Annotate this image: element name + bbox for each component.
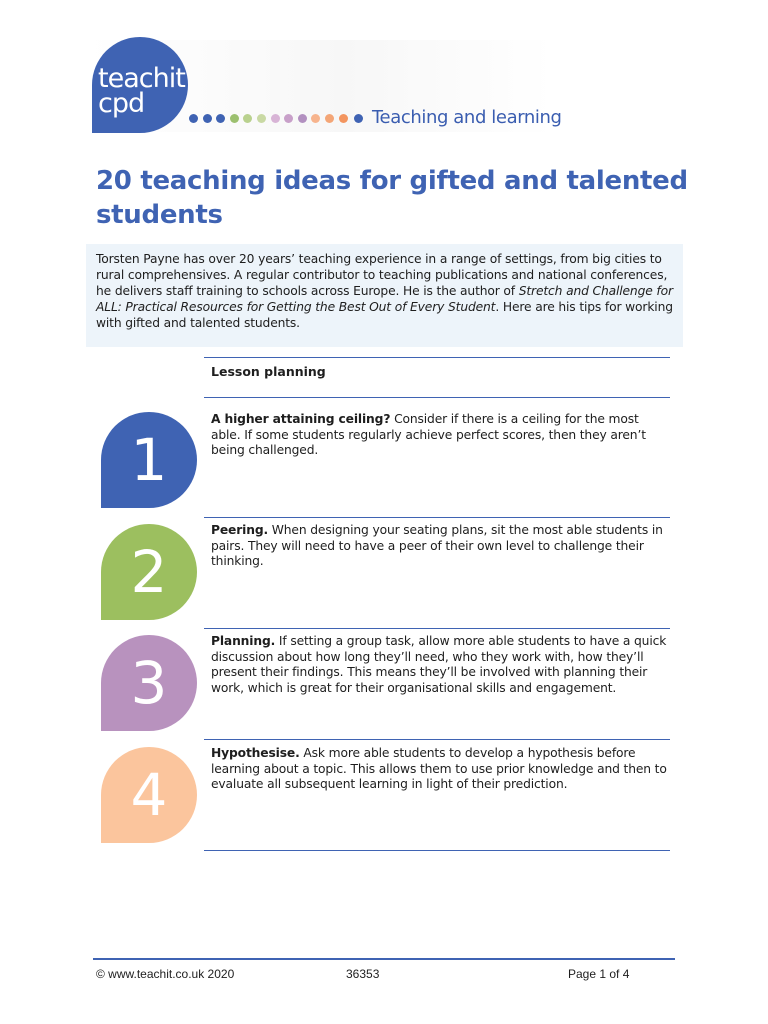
badge-number: 1 (130, 426, 168, 494)
tip-heading: Planning. (211, 634, 276, 648)
intro-text: Torsten Payne has over 20 years’ teaching experience in a range of settings, from big cities to rural comprehensives. A regular contributor to teaching publications and national conferences, he delivers staff training to schools across Europe. He is the author of (96, 252, 668, 298)
dot-icon (339, 114, 348, 123)
dot-icon (298, 114, 307, 123)
number-badge-2 (101, 524, 197, 620)
tip-4 (211, 746, 669, 793)
divider (204, 628, 670, 629)
footer-copyright: © www.teachit.co.uk 2020 (96, 967, 235, 981)
tip-2 (211, 523, 669, 570)
badge-number: 4 (130, 761, 168, 829)
tip-3 (211, 634, 669, 696)
logo-line-2: cpd (98, 88, 145, 119)
tip-text: If setting a group task, allow more able students to have a quick discussion about how long they’ll need, who they work with, how they’ll present their findings. This means they’ll be involved with planning their work, which is great for their organisational skills and engagement. (211, 634, 667, 695)
tip-heading: Hypothesise. (211, 746, 300, 760)
intro-text-end: . Here are his tips for working with gifted and talented students. (96, 300, 673, 330)
tip-text: Ask more able students to develop a hypothesis before learning about a topic. This allows them to use prior knowledge and then to evaluate all subsequent learning in light of their prediction. (211, 746, 667, 792)
dot-icon (230, 114, 239, 123)
badge-number: 3 (130, 649, 168, 717)
number-badge-1 (101, 412, 197, 508)
divider (204, 739, 670, 740)
divider (204, 517, 670, 518)
tagline: Teaching and learning (372, 107, 562, 128)
dot-icon (271, 114, 280, 123)
footer-code: 36353 (346, 967, 380, 981)
divider (204, 397, 670, 398)
logo-line-1: teachit (98, 63, 185, 94)
footer-divider (93, 958, 675, 960)
number-badge-3 (101, 635, 197, 731)
badge-number: 2 (130, 538, 168, 606)
footer-page-number: Page 1 of 4 (568, 967, 630, 981)
tip-1 (211, 412, 669, 459)
dot-icon (203, 114, 212, 123)
logo-text (98, 63, 185, 119)
number-badge-4 (101, 747, 197, 843)
intro-box (86, 244, 683, 347)
dot-icon (257, 114, 266, 123)
tip-text: When designing your seating plans, sit the most able students in pairs. They will need to have a peer of their own level to challenge their thinking. (211, 523, 663, 569)
book-title: Stretch and Challenge for ALL: Practical Resources for Getting the Best Out of Every Student (96, 284, 673, 314)
page-title: 20 teaching ideas for gifted and talented students (96, 166, 688, 230)
tip-text: Consider if there is a ceiling for the most able. If some students regularly achieve perfect scores, then they aren’t being challenged. (211, 412, 646, 458)
dot-icon (189, 114, 198, 123)
divider (204, 850, 670, 851)
section-title: Lesson planning (211, 364, 326, 379)
divider (204, 357, 670, 358)
dot-icon (325, 114, 334, 123)
tip-heading: Peering. (211, 523, 269, 537)
tip-heading: A higher attaining ceiling? (211, 412, 391, 426)
